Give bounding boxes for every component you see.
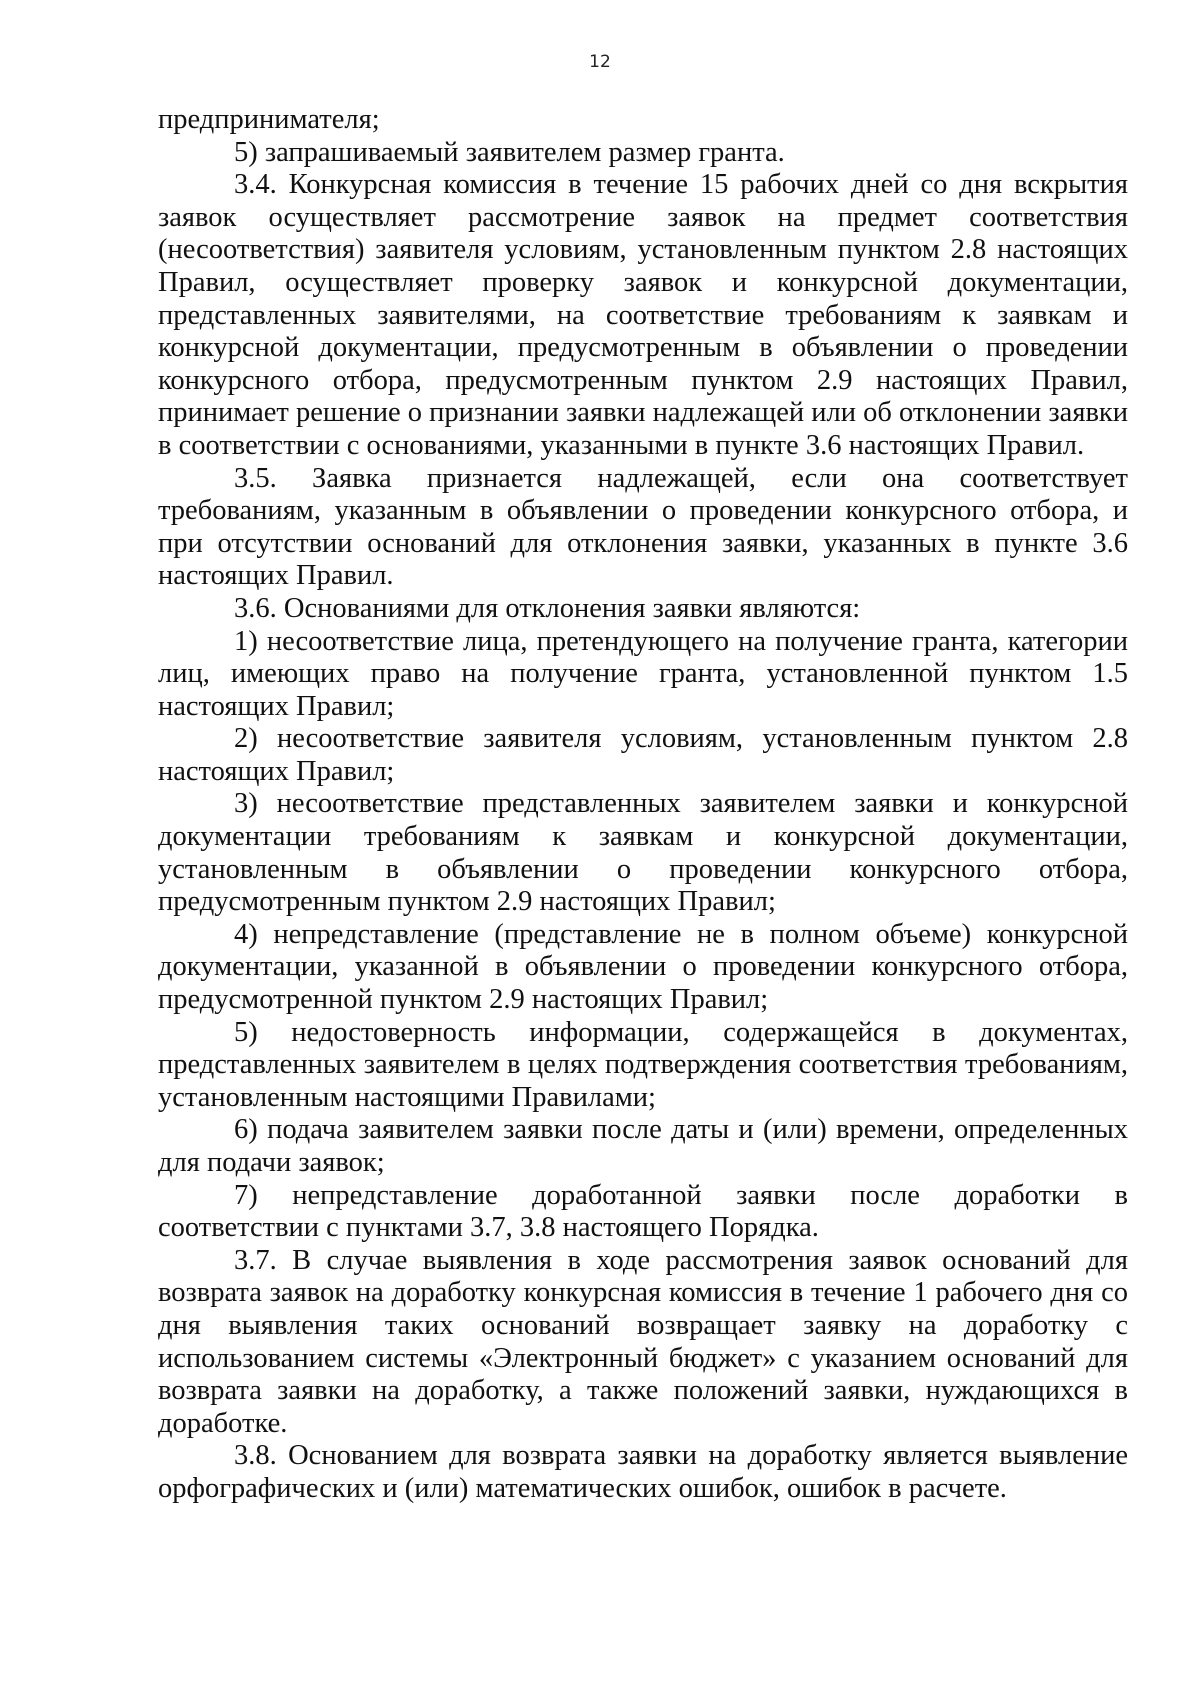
- list-item-6: 6) подача заявителем заявки после даты и (или) времени, определенных для подачи заявок;: [158, 1114, 1128, 1178]
- list-item-4: 4) непредставление (представление не в полном объеме) конкурсной документации, указанной в объявлении о проведении конкурсного отбора, предусмотренной пунктом 2.9 настоящих Правил;: [158, 918, 1128, 1016]
- list-item-7: 7) непредставление доработанной заявки после доработки в соответствии с пунктами 3.7, 3.8 настоящего Порядка.: [158, 1179, 1128, 1244]
- page-number: 12: [589, 52, 611, 72]
- paragraph-3-7: 3.7. В случае выявления в ходе рассмотрения заявок оснований для возврата заявок на доработку конкурсная комиссия в течение 1 рабочего дня со дня выявления таких оснований возвращает заявку на доработку с использованием системы «Электронный бюджет» с указанием оснований для возврата заявки на доработку, а также положений заявки, нуждающихся в доработке.: [158, 1244, 1128, 1439]
- paragraph-continuation: предпринимателя;: [158, 104, 380, 135]
- paragraph-item-5-grant-size: 5) запрашиваемый заявителем размер гранта.: [234, 136, 785, 168]
- list-item-2: 2) несоответствие заявителя условиям, установленным пунктом 2.8 настоящих Правил;: [158, 723, 1128, 787]
- list-item-1: 1) несоответствие лица, претендующего на получение гранта, категории лиц, имеющих право на получение гранта, установленной пунктом 1.5 настоящих Правил;: [158, 625, 1128, 722]
- paragraph-3-8: 3.8. Основанием для возврата заявки на доработку является выявление орфографических и (или) математических ошибок, ошибок в расчете.: [158, 1440, 1128, 1504]
- paragraph-3-4: 3.4. Конкурсная комиссия в течение 15 рабочих дней со дня вскрытия заявок осуществляет рассмотрение заявок на предмет соответствия (несоответствия) заявителя условиям, установленным пунктом 2.8 настоящих Правил, осуществляет проверку заявок и конкурсной документации, представленных заявителями, на соответствие требованиям к заявкам и конкурсной документации, предусмотренным в объявлении о проведении конкурсного отбора, предусмотренным пунктом 2.9 настоящих Правил, принимает решение о признании заявки надлежащей или об отклонении заявки в соответствии с основаниями, указанными в пункте 3.6 настоящих Правил.: [158, 169, 1128, 461]
- paragraph-3-5: 3.5. Заявка признается надлежащей, если она соответствует требованиям, указанным в объявлении о проведении конкурсного отбора, и при отсутствии оснований для отклонения заявки, указанных в пункте 3.6 настоящих Правил.: [158, 462, 1128, 592]
- document-body: [158, 104, 1128, 1506]
- list-item-5: 5) недостоверность информации, содержащейся в документах, представленных заявителем в целях подтверждения соответствия требованиям, установленным настоящими Правилами;: [158, 1016, 1128, 1113]
- list-item-3: 3) несоответствие представленных заявителем заявки и конкурсной документации требованиям к заявкам и конкурсной документации, установленным в объявлении о проведении конкурсного отбора, предусмотренным пунктом 2.9 настоящих Правил;: [158, 788, 1128, 918]
- paragraph-3-6: 3.6. Основаниями для отклонения заявки являются:: [234, 592, 861, 624]
